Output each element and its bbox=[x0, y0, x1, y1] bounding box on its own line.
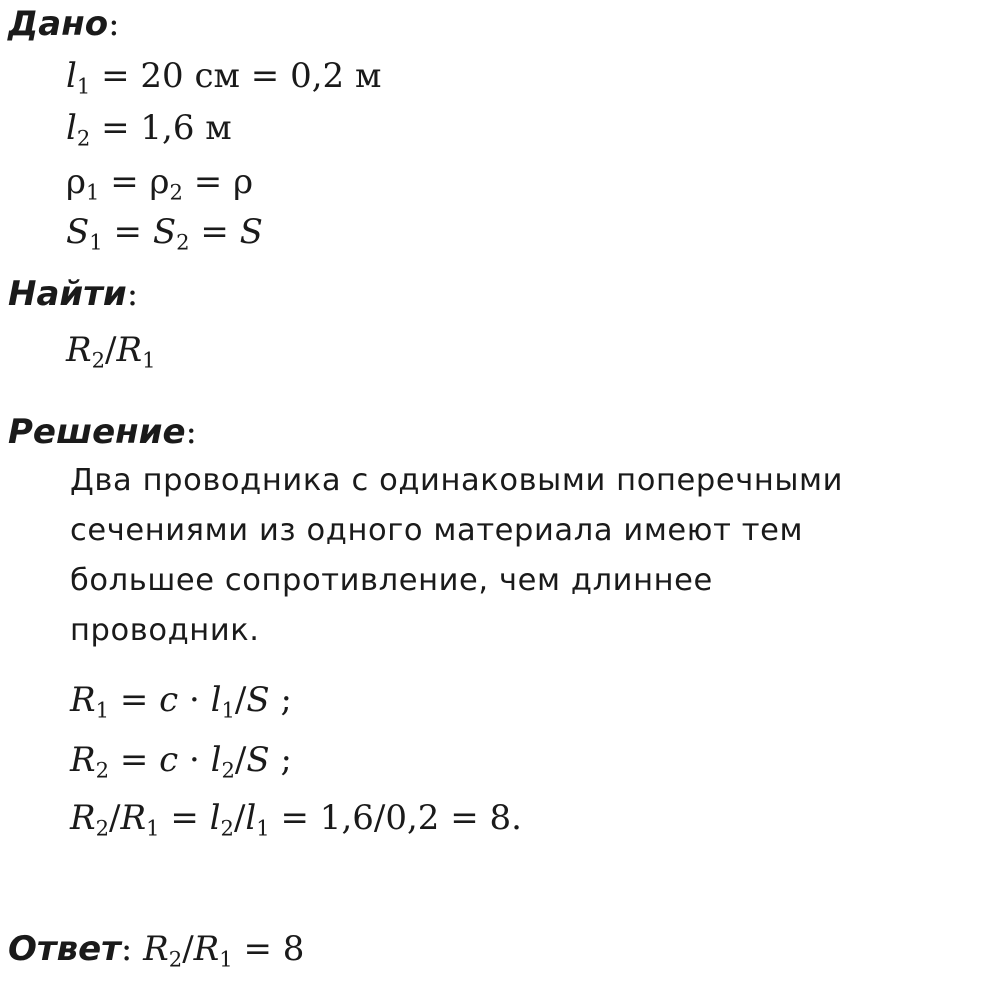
paragraph-line: большее сопротивление, чем длиннее bbox=[70, 563, 713, 598]
formula-r1: $R_1 = c \cdot l_1/S$ ; bbox=[70, 680, 292, 723]
find-heading: Найти: bbox=[8, 274, 139, 314]
answer-heading: Ответ bbox=[8, 929, 121, 969]
given-rho: $\rho_1 = \rho_2 = \rho$ bbox=[66, 162, 254, 205]
solution-paragraph bbox=[70, 456, 960, 656]
formula-r2: $R_2 = c \cdot l_2/S$ ; bbox=[70, 740, 292, 783]
paragraph-line: сечениями из одного материала имеют тем bbox=[70, 513, 804, 548]
given-area: $S_1 = S_2 = S$ bbox=[66, 212, 263, 255]
formula-ratio: $R_2/R_1 = l_2/l_1 = 1,6/0,2 = 8$. bbox=[70, 798, 522, 841]
paragraph-line: Два проводника с одинаковыми поперечными bbox=[70, 463, 844, 498]
answer-line: Ответ: $R_2/R_1 = 8$ bbox=[8, 929, 305, 972]
solution-heading: Решение: bbox=[8, 412, 197, 452]
answer-value: 8 bbox=[282, 929, 305, 969]
given-l1: $l_1 = 20$ см = 0,2 м bbox=[66, 56, 382, 99]
given-heading: Дано: bbox=[8, 4, 120, 44]
find-target: $R_2/R_1$ bbox=[66, 330, 156, 373]
given-l2: $l_2 = 1,6$ м bbox=[66, 108, 232, 151]
paragraph-line: проводник. bbox=[70, 613, 260, 648]
